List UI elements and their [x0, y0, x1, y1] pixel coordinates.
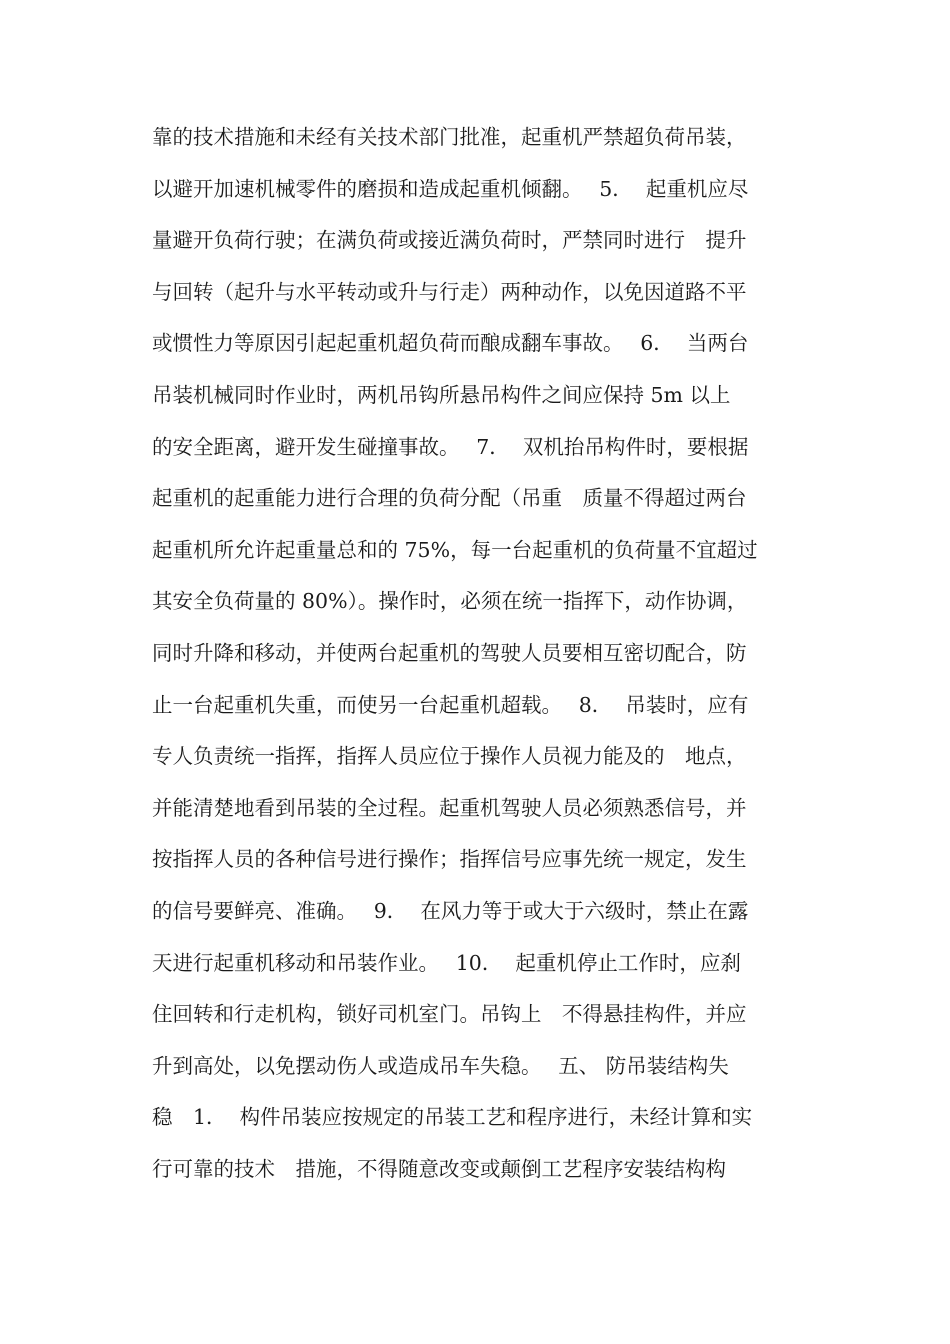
text-line: 吊装机械同时作业时，两机吊钩所悬吊构件之间应保持 5m 以上 — [152, 382, 731, 407]
text-line: 止一台起重机失重，而使另一台起重机超载。 8． 吊装时，应有 — [152, 692, 749, 717]
text-line: 与回转（起升与水平转动或升与行走）两种动作，以免因道路不平 — [152, 279, 747, 304]
text-line: 住回转和行走机构，锁好司机室门。吊钩上 不得悬挂构件，并应 — [152, 1002, 747, 1027]
text-line: 或惯性力等原因引起起重机超负荷而酿成翻车事故。 6． 当两台 — [152, 331, 749, 356]
text-line: 的信号要鲜亮、准确。 9． 在风力等于或大于六级时，禁止在露 — [152, 898, 749, 923]
text-line: 天进行起重机移动和吊装作业。 10． 起重机停止工作时，应刹 — [152, 950, 741, 975]
text-line: 并能清楚地看到吊装的全过程。起重机驾驶人员必须熟悉信号，并 — [152, 795, 747, 820]
text-line: 起重机所允许起重量总和的 75%，每一台起重机的负荷量不宜超过 — [152, 537, 758, 562]
text-line: 以避开加速机械零件的磨损和造成起重机倾翻。 5． 起重机应尽 — [152, 176, 749, 201]
text-line: 靠的技术措施和未经有关技术部门批准，起重机严禁超负荷吊装， — [152, 125, 747, 149]
text-line: 同时升降和移动，并使两台起重机的驾驶人员要相互密切配合，防 — [152, 640, 747, 665]
text-line: 的安全距离，避开发生碰撞事故。 7． 双机抬吊构件时，要根据 — [152, 434, 749, 459]
text-line: 升到高处，以免摆动伤人或造成吊车失稳。 五、 防吊装结构失 — [152, 1053, 729, 1078]
text-line: 起重机的起重能力进行合理的负荷分配（吊重 质量不得超过两台 — [152, 486, 747, 511]
text-line: 稳 1． 构件吊装应按规定的吊装工艺和程序进行，未经计算和实 — [152, 1105, 753, 1130]
body-text — [152, 112, 812, 1195]
text-line: 行可靠的技术 措施，不得随意改变或颠倒工艺程序安装结构构 — [152, 1156, 726, 1181]
text-line: 量避开负荷行驶；在满负荷或接近满负荷时，严禁同时进行 提升 — [152, 228, 747, 253]
text-line: 其安全负荷量的 80%）。操作时，必须在统一指挥下，动作协调， — [152, 589, 748, 614]
text-line: 专人负责统一指挥，指挥人员应位于操作人员视力能及的 地点， — [152, 744, 747, 769]
text-line: 按指挥人员的各种信号进行操作；指挥信号应事先统一规定，发生 — [152, 847, 747, 872]
